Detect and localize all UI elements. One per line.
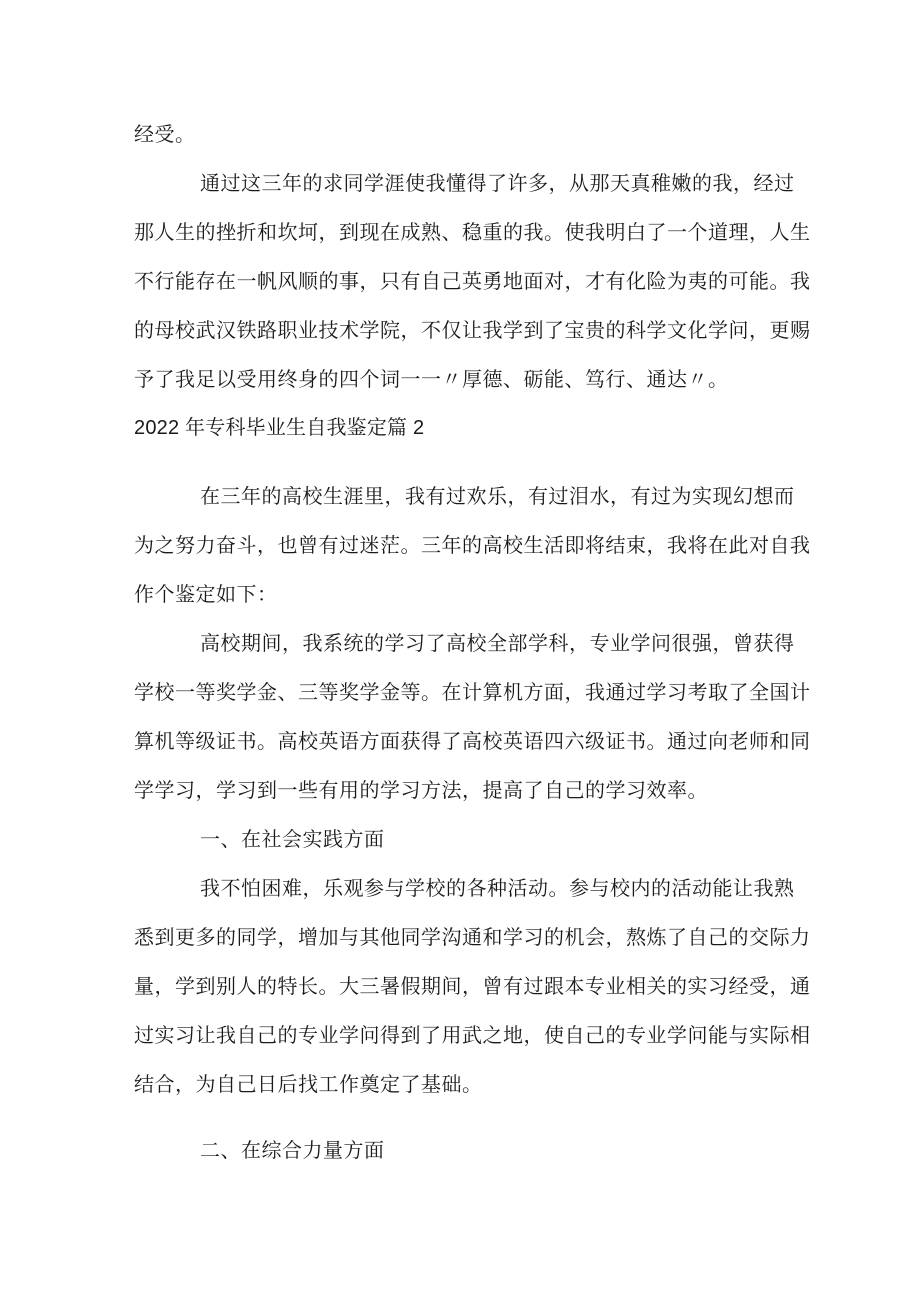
- text-line: 经受。: [134, 122, 196, 146]
- subsection-heading: 二、在综合力量方面: [200, 1138, 385, 1162]
- text-line: 量，学到别人的特长。大三暑假期间，曾有过跟本专业相关的实习经受，通: [134, 974, 811, 998]
- text-line: 的母校武汉铁路职业技术学院，不仅让我学到了宝贵的科学文化学问，更赐: [134, 318, 811, 342]
- text-line: 学校一等奖学金、三等奖学金等。在计算机方面，我通过学习考取了全国计: [134, 680, 811, 704]
- text-line: 学学习，学习到一些有用的学习方法，提高了自己的学习效率。: [134, 778, 708, 802]
- text-line: 结合，为自己日后找工作奠定了基础。: [134, 1072, 483, 1096]
- paragraph-first-line: 通过这三年的求同学涯使我懂得了许多，从那天真稚嫩的我，经过: [200, 171, 795, 195]
- text-line: 悉到更多的同学，增加与其他同学沟通和学习的机会，熬炼了自己的交际力: [134, 925, 811, 949]
- text-line: 作个鉴定如下：: [134, 582, 278, 606]
- paragraph-first-line: 我不怕困难，乐观参与学校的各种活动。参与校内的活动能让我熟: [200, 876, 795, 900]
- text-line: 予了我足以受用终身的四个词一一〃厚德、砺能、笃行、通达〃。: [134, 367, 729, 391]
- text-line: 不行能存在一帆风顺的事，只有自己英勇地面对，才有化险为夷的可能。我: [134, 269, 811, 293]
- text-line: 算机等级证书。高校英语方面获得了高校英语四六级证书。通过向老师和同: [134, 729, 811, 753]
- text-line: 那人生的挫折和坎坷，到现在成熟、稳重的我。使我明白了一个道理，人生: [134, 220, 811, 244]
- paragraph-first-line: 高校期间，我系统的学习了高校全部学科，专业学问很强，曾获得: [200, 631, 795, 655]
- text-line: 过实习让我自己的专业学问得到了用武之地，使自己的专业学问能与实际相: [134, 1023, 811, 1047]
- text-line: 为之努力奋斗，也曾有过迷茫。三年的高校生活即将结束，我将在此对自我: [134, 533, 811, 557]
- paragraph-first-line: 在三年的高校生涯里，我有过欢乐，有过泪水，有过为实现幻想而: [200, 484, 795, 508]
- section-heading: 2022 年专科毕业生自我鉴定篇 2: [134, 417, 425, 439]
- subsection-heading: 一、在社会实践方面: [200, 827, 385, 851]
